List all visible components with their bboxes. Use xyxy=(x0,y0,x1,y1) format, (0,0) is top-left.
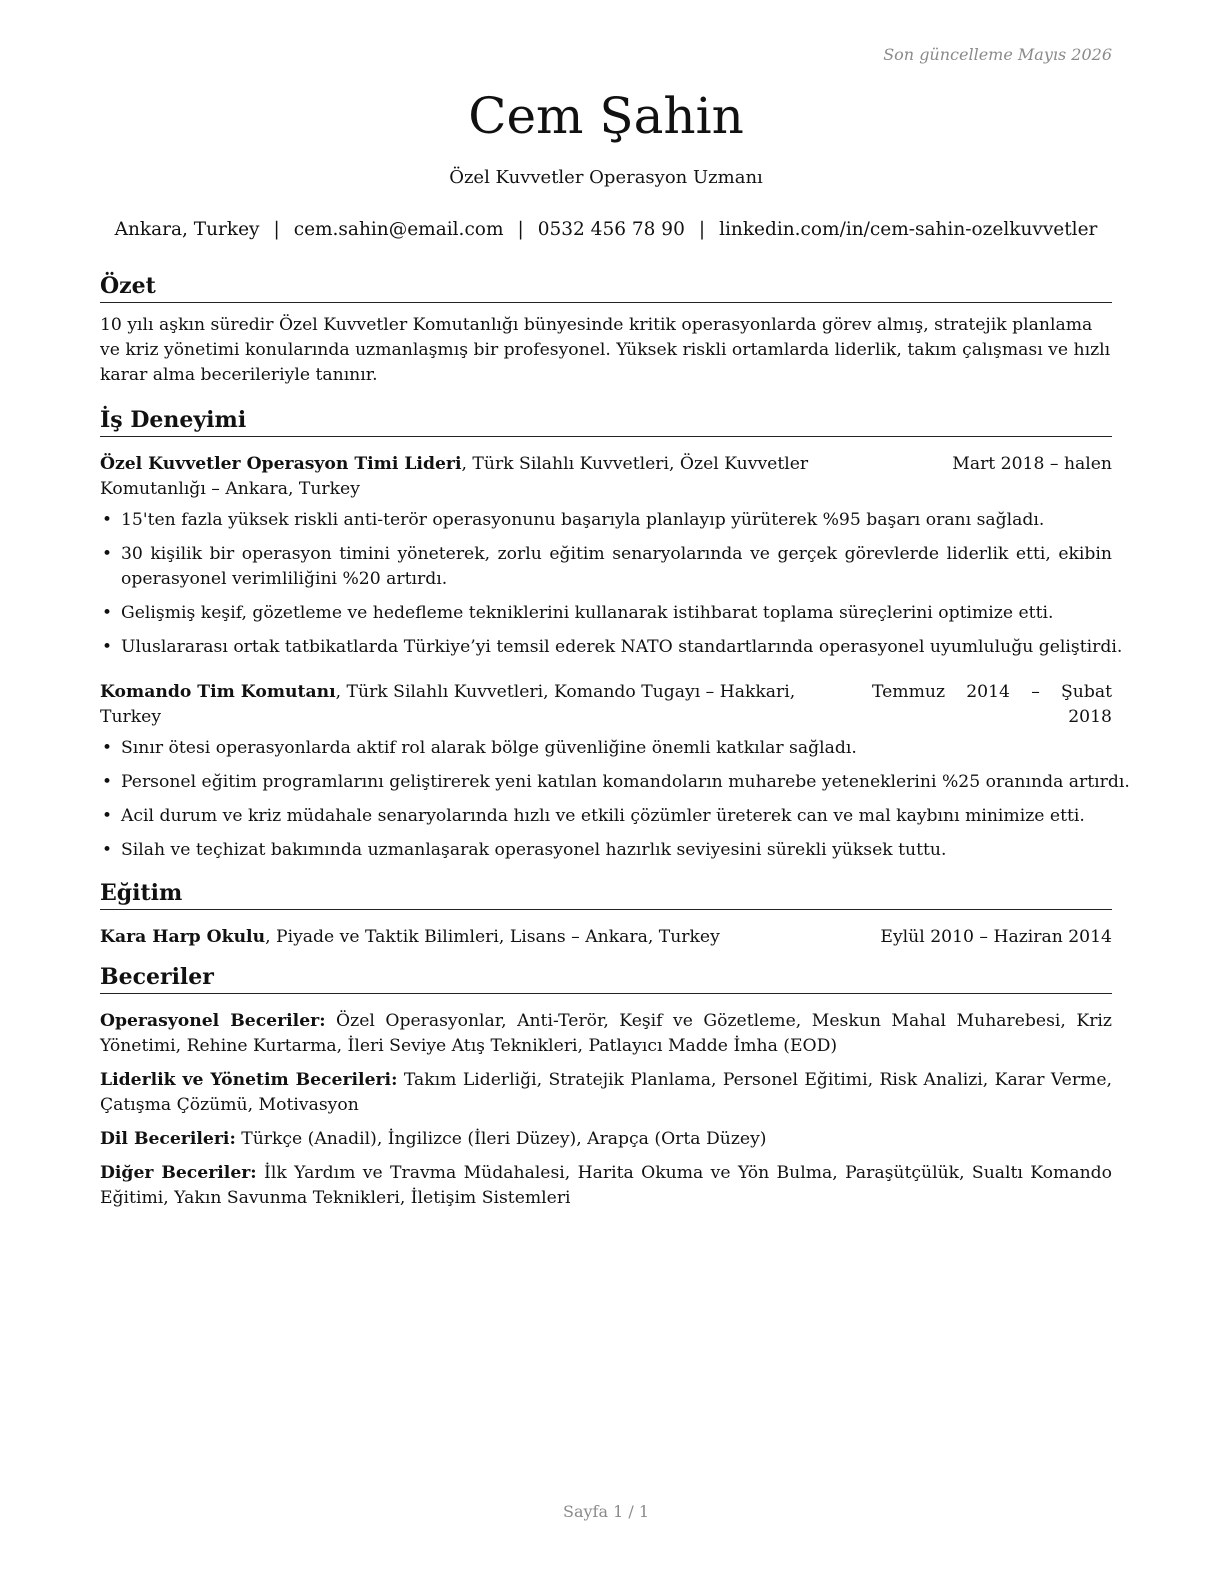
job-bullet: • Gelişmiş keşif, gözetleme ve hedefleme tekniklerini kullanarak istihbarat toplama süreçlerini optimize etti. xyxy=(100,601,1112,626)
page-number: Sayfa 1 / 1 xyxy=(562,1502,649,1521)
skills-heading: Beceriler xyxy=(100,962,1112,994)
job-bullet: • Personel eğitim programlarını geliştirerek yeni katılan komandoların muharebe yeteneklerini %25 oranında artırdı. xyxy=(100,770,1112,795)
job-role: Özel Kuvvetler Operasyon Timi Lideri xyxy=(100,454,462,474)
skill-group xyxy=(100,1068,1112,1118)
candidate-name: Cem Şahin xyxy=(468,87,744,145)
job-bullet: • Acil durum ve kriz müdahale senaryolarında hızlı ve etkili çözümler üreterek can ve mal kaybını minimize etti. xyxy=(100,804,1112,829)
skill-group-label: Diğer Beceriler: xyxy=(100,1163,257,1183)
skill-group-label: Liderlik ve Yönetim Becerileri: xyxy=(100,1070,398,1090)
contact-separator: | xyxy=(698,219,706,240)
job-header xyxy=(100,680,1112,730)
education-heading: Eğitim xyxy=(100,878,1112,910)
skills-section xyxy=(100,962,1112,1220)
job-bullet: • Silah ve teçhizat bakımında uzmanlaşarak operasyonel hazırlık seviyesini sürekli yüksek tuttu. xyxy=(100,838,1112,863)
summary-text: 10 yılı aşkın süredir Özel Kuvvetler Komutanlığı bünyesinde kritik operasyonlarda görev almış, stratejik planlama ve kriz yönetimi konularında uzmanlaşmış bir profesyonel. Yüksek riskli ortamlarda liderlik, takım çalışması ve hızlı karar alma becerileriyle tanınır. xyxy=(100,315,1111,385)
contact-linkedin-link[interactable]: linkedin.com/in/cem-sahin-ozelkuvvetler xyxy=(719,219,1098,240)
skills-list xyxy=(100,1009,1112,1211)
job-organization: , Türk Silahlı Kuvvetleri, Komando Tugayı – Hakkari, Turkey xyxy=(100,682,796,727)
summary-section xyxy=(100,271,1112,388)
job-bullet: • 30 kişilik bir operasyon timini yöneterek, zorlu eğitim senaryolarında ve gerçek görevlerde liderlik etti, ekibin operasyonel verimliliğini %20 artırdı. xyxy=(100,542,1112,592)
education-section xyxy=(100,878,1112,950)
job-dates: Temmuz 2014 – Şubat 2018 xyxy=(872,682,1112,727)
job-dates: Mart 2018 – halen xyxy=(952,454,1112,474)
contact-phone: 0532 456 78 90 xyxy=(537,219,685,240)
contact-line xyxy=(100,219,1112,240)
job-bullet: • Uluslararası ortak tatbikatlarda Türkiye’yi temsil ederek NATO standartlarında operasyonel uyumluluğu geliştirdi. xyxy=(100,635,1112,660)
skill-group xyxy=(100,1127,1112,1152)
skill-group-text: Özel Operasyonlar, Anti-Terör, Keşif ve Gözetleme, Meskun Mahal Muharebesi, Kriz Yönetimi, Rehine Kurtarma, İleri Seviye Atış Teknikleri, Patlayıcı Madde İmha (EOD) xyxy=(100,1011,1112,1056)
job-bullet: • 15'ten fazla yüksek riskli anti-terör operasyonunu başarıyla planlayıp yürüterek %95 başarı oranı sağladı. xyxy=(100,508,1112,533)
skill-group-label: Dil Becerileri: xyxy=(100,1129,236,1149)
skill-group-text: İlk Yardım ve Travma Müdahalesi, Harita Okuma ve Yön Bulma, Paraşütçülük, Sualtı Komando Eğitimi, Yakın Savunma Teknikleri, İletişim Sistemleri xyxy=(100,1163,1112,1208)
job-entry xyxy=(100,680,1130,863)
experience-section xyxy=(100,405,1130,872)
contact-location: Ankara, Turkey xyxy=(114,219,260,240)
job-bullet: • Sınır ötesi operasyonlarda aktif rol alarak bölge güvenliğine önemli katkılar sağladı. xyxy=(100,736,1112,761)
job-entry xyxy=(100,452,1123,660)
education-school: Kara Harp Okulu xyxy=(100,927,266,947)
education-entry xyxy=(100,925,1112,950)
contact-separator: | xyxy=(517,219,524,240)
experience-heading: İş Deneyimi xyxy=(100,405,1112,437)
skill-group-text: Takım Liderliği, Stratejik Planlama, Personel Eğitimi, Risk Analizi, Karar Verme, Çatışma Çözümü, Motivasyon xyxy=(100,1070,1112,1115)
education-detail: , Piyade ve Taktik Bilimleri, Lisans – Ankara, Turkey xyxy=(265,927,720,947)
contact-email-link[interactable]: cem.sahin@email.com xyxy=(293,219,504,240)
skill-group-text: Türkçe (Anadil), İngilizce (İleri Düzey), Arapça (Orta Düzey) xyxy=(235,1129,767,1149)
summary-heading: Özet xyxy=(100,271,1112,303)
job-bullets xyxy=(100,736,1130,863)
candidate-title: Özel Kuvvetler Operasyon Uzmanı xyxy=(449,167,763,188)
resume-page xyxy=(100,0,1130,1584)
education-dates: Eylül 2010 – Haziran 2014 xyxy=(880,927,1112,947)
skill-group xyxy=(100,1161,1112,1211)
job-role: Komando Tim Komutanı xyxy=(100,682,336,702)
job-bullets xyxy=(100,508,1123,660)
contact-separator: | xyxy=(273,219,280,240)
skill-group xyxy=(100,1009,1112,1059)
last-updated-note: Son güncelleme Mayıs 2026 xyxy=(883,45,1112,64)
job-organization: , Türk Silahlı Kuvvetleri, Özel Kuvvetler Komutanlığı – Ankara, Turkey xyxy=(100,454,809,499)
skill-group-label: Operasyonel Beceriler: xyxy=(100,1011,326,1031)
job-header xyxy=(100,452,1112,502)
